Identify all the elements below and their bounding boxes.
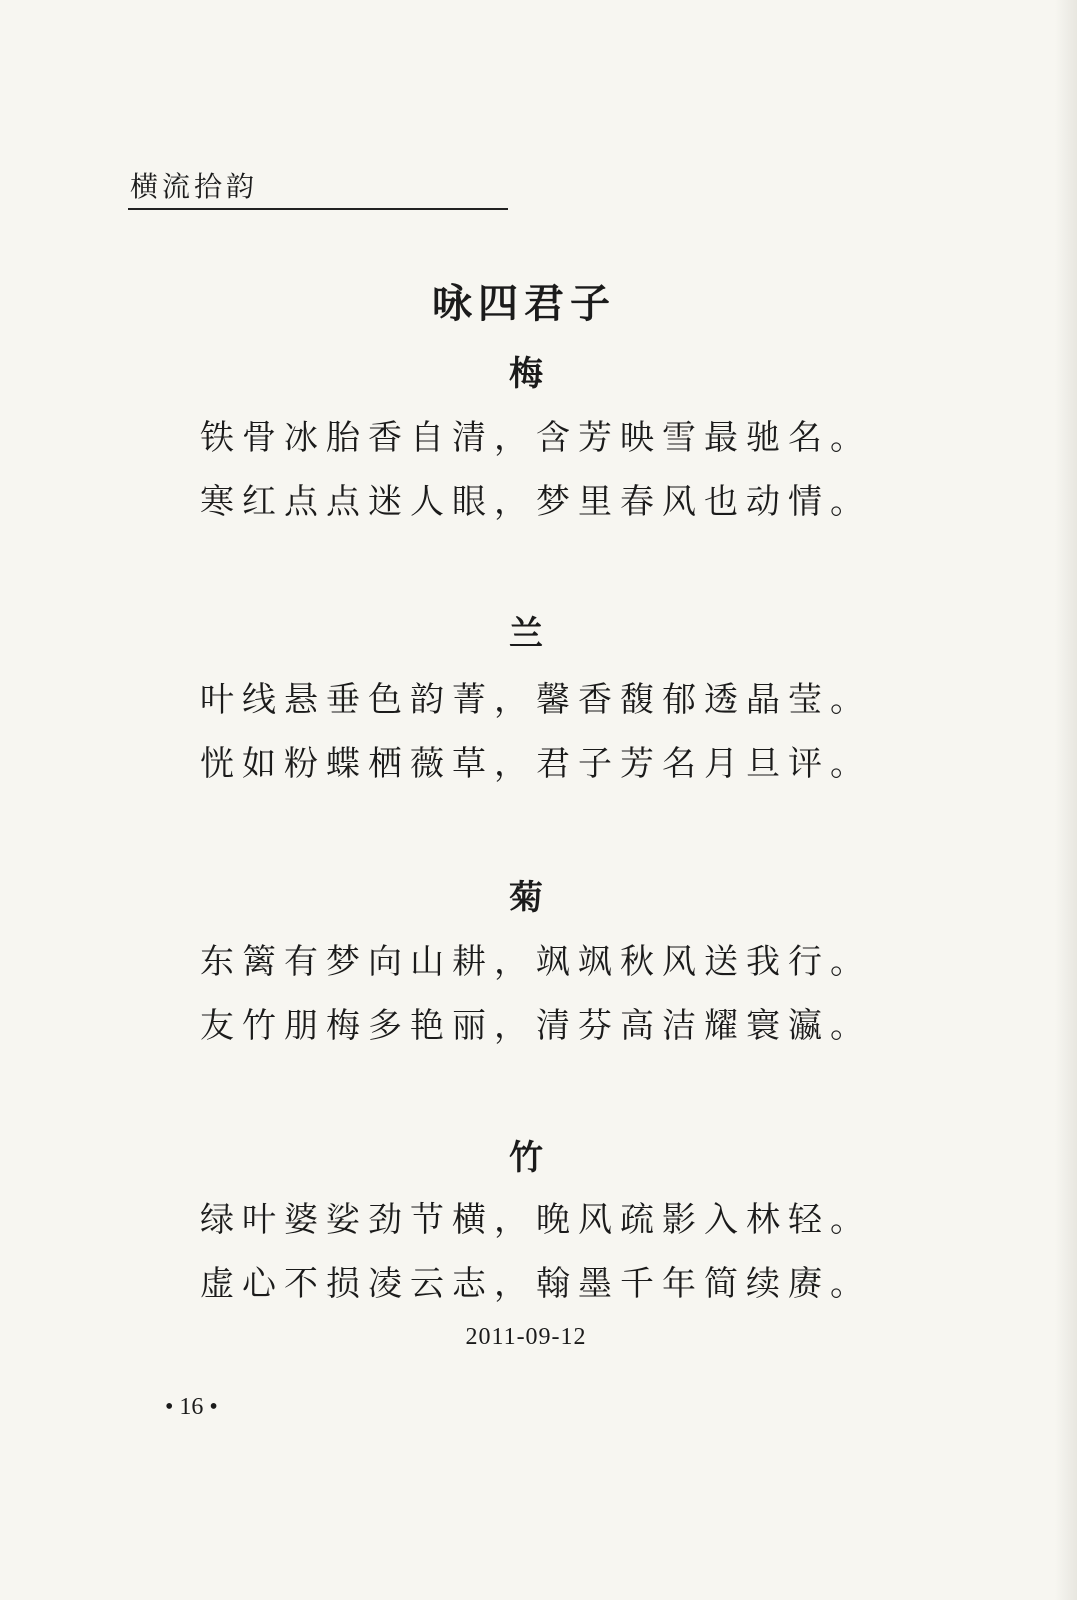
poem-title: 咏四君子 <box>432 280 616 327</box>
section-heading: 竹 <box>509 1138 543 1178</box>
verse-line: 友竹朋梅多艳丽，清芬高洁耀寰瀛。 <box>200 1006 872 1046</box>
poem-section-plum <box>0 352 1077 396</box>
poem-section-chrysanthemum <box>0 876 1077 920</box>
poem-date: 2011-09-12 <box>465 1324 587 1350</box>
verse-line: 寒红点点迷人眼，梦里春风也动情。 <box>200 482 872 522</box>
verse-line: 东篱有梦向山耕，飒飒秋风送我行。 <box>200 942 872 982</box>
page-edge-shadow <box>1055 0 1077 1600</box>
poem-section-orchid <box>0 612 1077 656</box>
verse-line: 叶线悬垂色韵菁，馨香馥郁透晶莹。 <box>200 680 872 720</box>
page-number: • 16 • <box>165 1394 218 1420</box>
verse-line: 虚心不损凌云志，翰墨千年简续赓。 <box>200 1264 872 1304</box>
section-heading: 菊 <box>509 878 543 918</box>
verse-line: 绿叶婆娑劲节横，晚风疏影入林轻。 <box>200 1200 872 1240</box>
verse-line: 铁骨冰胎香自清，含芳映雪最驰名。 <box>200 418 872 458</box>
poem-section-bamboo <box>0 1136 1077 1180</box>
running-header-title: 横流拾韵 <box>130 170 259 203</box>
section-heading: 兰 <box>509 614 543 654</box>
section-heading: 梅 <box>509 354 543 394</box>
header-rule <box>128 208 508 210</box>
verse-line: 恍如粉蝶栖薇草，君子芳名月旦评。 <box>200 744 872 784</box>
